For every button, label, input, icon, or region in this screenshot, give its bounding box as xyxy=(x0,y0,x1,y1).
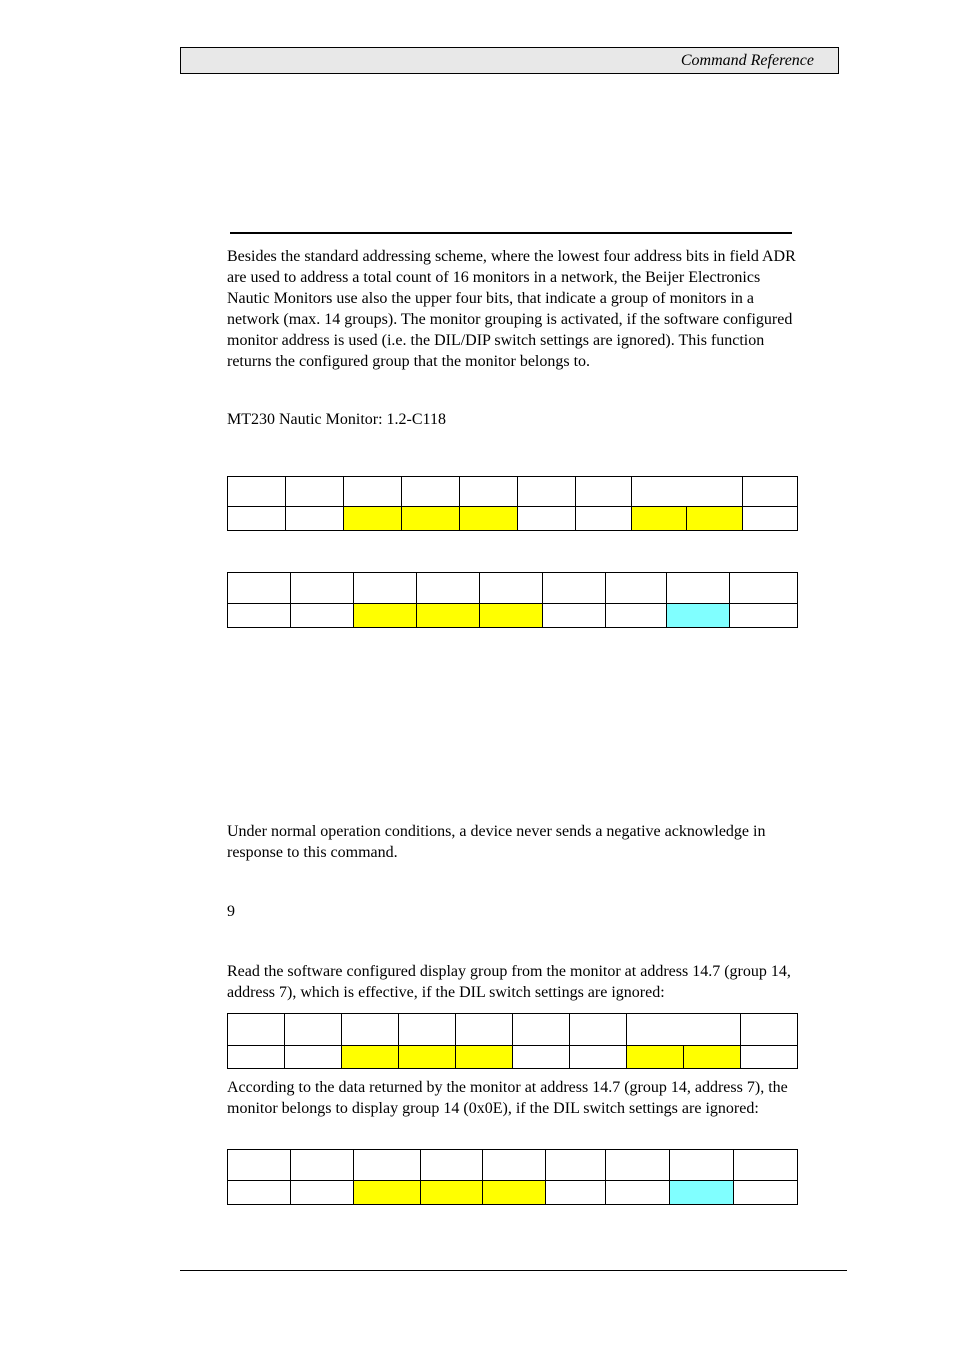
highlighted-cell xyxy=(354,604,417,628)
data-cell-highlight xyxy=(667,604,730,628)
table-cell xyxy=(543,604,606,628)
table-cell xyxy=(460,477,518,507)
response-frame-table xyxy=(227,572,798,628)
highlighted-cell xyxy=(632,507,687,531)
table-cell xyxy=(627,1014,741,1046)
table-cell xyxy=(228,477,286,507)
table-cell xyxy=(518,507,576,531)
table-cell xyxy=(730,604,798,628)
highlighted-cell xyxy=(684,1046,741,1069)
table-cell xyxy=(228,1014,285,1046)
table-cell xyxy=(576,507,632,531)
table-cell xyxy=(632,477,743,507)
frame-value-row xyxy=(228,507,798,531)
highlighted-cell xyxy=(687,507,743,531)
table-cell xyxy=(513,1046,570,1069)
frame-value-row xyxy=(228,1181,798,1205)
table-cell xyxy=(399,1014,456,1046)
table-cell xyxy=(606,1150,670,1181)
table-cell xyxy=(286,507,344,531)
table-cell xyxy=(606,1181,670,1205)
table-cell xyxy=(743,507,798,531)
example-command-table xyxy=(227,1013,798,1069)
table-cell xyxy=(456,1014,513,1046)
table-cell xyxy=(543,573,606,604)
table-cell xyxy=(570,1046,627,1069)
header-title: Command Reference xyxy=(680,52,814,69)
table-cell xyxy=(667,573,730,604)
table-cell xyxy=(228,507,286,531)
highlighted-cell xyxy=(417,604,480,628)
highlighted-cell xyxy=(460,507,518,531)
table-cell xyxy=(285,1046,342,1069)
frame-header-row xyxy=(228,573,798,604)
frame-header-row xyxy=(228,477,798,507)
table-cell xyxy=(291,1150,354,1181)
table-cell xyxy=(228,604,291,628)
table-cell xyxy=(417,573,480,604)
highlighted-cell xyxy=(342,1046,399,1069)
table-cell xyxy=(741,1046,798,1069)
table-cell xyxy=(354,1150,421,1181)
table-cell xyxy=(730,573,798,604)
section-rule xyxy=(230,232,792,234)
table-cell xyxy=(513,1014,570,1046)
table-cell xyxy=(421,1150,483,1181)
table-cell xyxy=(228,1046,285,1069)
table-cell xyxy=(741,1014,798,1046)
nak-paragraph: Under normal operation conditions, a device never sends a negative acknowledge in response to this command. xyxy=(227,823,766,861)
table-cell xyxy=(291,573,354,604)
table-cell xyxy=(291,604,354,628)
frame-value-row xyxy=(228,604,798,628)
example-response-table xyxy=(227,1149,798,1205)
highlighted-cell xyxy=(480,604,543,628)
highlighted-cell xyxy=(627,1046,684,1069)
table-cell xyxy=(342,1014,399,1046)
highlighted-cell xyxy=(456,1046,513,1069)
highlighted-cell xyxy=(402,507,460,531)
highlighted-cell xyxy=(421,1181,483,1205)
description-paragraph: Besides the standard addressing scheme, where the lowest four address bits in field ADR are used to address a total count of 16 monitors in a network, the Beijer Electronics Nautic Monitors use also the upper four bits, that indicate a group of monitors in a network (max. 14 groups). The monitor grouping is activated, if the software configured monitor address is used (i.e. the DIL/DIP switch settings are ignored). This function returns the configured group that the monitor belongs to. xyxy=(227,248,796,370)
availability-text: MT230 Nautic Monitor: 1.2-C118 xyxy=(227,411,446,428)
table-cell xyxy=(291,1181,354,1205)
highlighted-cell xyxy=(354,1181,421,1205)
highlighted-cell xyxy=(483,1181,546,1205)
table-cell xyxy=(734,1150,798,1181)
table-cell xyxy=(546,1150,606,1181)
table-cell xyxy=(546,1181,606,1205)
footer-rule xyxy=(180,1270,847,1271)
page-header xyxy=(180,47,839,74)
table-cell xyxy=(576,477,632,507)
example-intro-paragraph: Read the software configured display group from the monitor at address 14.7 (group 14, address 7), which is effective, if the DIL switch settings are ignored: xyxy=(227,963,791,1001)
table-cell xyxy=(228,573,291,604)
frame-header-row xyxy=(228,1150,798,1181)
table-cell xyxy=(518,477,576,507)
number-text: 9 xyxy=(227,903,235,920)
example-reply-paragraph: According to the data returned by the monitor at address 14.7 (group 14, address 7), the monitor belongs to display group 14 (0x0E), if the DIL switch settings are ignored: xyxy=(227,1079,788,1117)
table-cell xyxy=(480,573,543,604)
table-cell xyxy=(670,1150,734,1181)
table-cell xyxy=(344,477,402,507)
table-cell xyxy=(734,1181,798,1205)
frame-header-row xyxy=(228,1014,798,1046)
data-cell-highlight xyxy=(670,1181,734,1205)
table-cell xyxy=(228,1181,291,1205)
command-frame-table xyxy=(227,476,798,531)
highlighted-cell xyxy=(399,1046,456,1069)
table-cell xyxy=(402,477,460,507)
frame-value-row xyxy=(228,1046,798,1069)
table-cell xyxy=(743,477,798,507)
table-cell xyxy=(570,1014,627,1046)
table-cell xyxy=(606,573,667,604)
table-cell xyxy=(286,477,344,507)
table-cell xyxy=(285,1014,342,1046)
table-cell xyxy=(606,604,667,628)
table-cell xyxy=(354,573,417,604)
table-cell xyxy=(483,1150,546,1181)
table-cell xyxy=(228,1150,291,1181)
highlighted-cell xyxy=(344,507,402,531)
